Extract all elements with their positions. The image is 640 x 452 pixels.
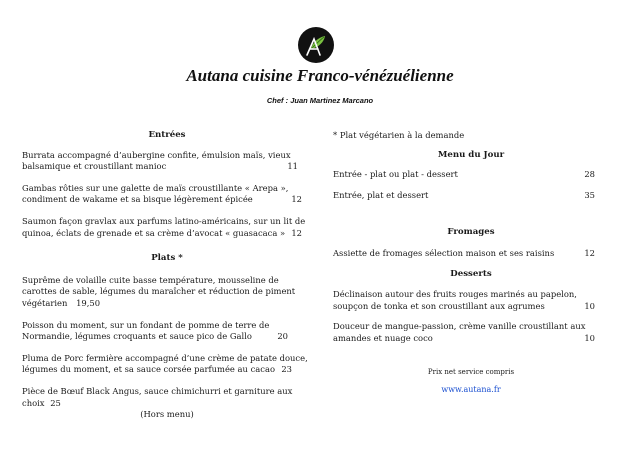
item-description: Burrata accompagné d’aubergine confite, émulsion maïs, vieux balsamique et croustillant manioc — [22, 149, 291, 172]
menu-formula-row — [333, 190, 609, 202]
item-description: Gambas rôties sur une galette de maïs croustillante « Arepa », condiment de wakame et sa bisque légèrement épicée — [22, 182, 289, 205]
item-description: Pièce de Bœuf Black Angus, sauce chimichurri et garniture aux choix — [22, 385, 293, 408]
price-footer-note: Prix net service compris — [427, 367, 515, 376]
desserts-heading: Desserts — [450, 268, 492, 279]
item-price: 12 — [291, 227, 302, 238]
left-column — [22, 130, 312, 421]
item-note: (Hors menu) — [140, 409, 194, 420]
menu-item — [22, 320, 312, 343]
menu-item — [22, 183, 312, 206]
fromages-heading: Fromages — [447, 227, 495, 238]
formula-price: 28 — [584, 169, 595, 180]
item-price: 19,50 — [76, 297, 101, 308]
right-column — [333, 130, 609, 396]
chef-name: Chef : Juan Martinez Marcano — [266, 96, 374, 105]
item-price: 10 — [584, 332, 595, 343]
formula-price: 35 — [584, 189, 595, 200]
leaf-a-logo-icon — [298, 27, 334, 63]
item-description: Pluma de Porc fermière accompagné d’une crème de patate douce, légumes du moment, et sa sauce corsée parfumée au cacao — [22, 352, 308, 375]
website-link[interactable]: www.autana.fr — [441, 385, 501, 395]
menu-du-jour-heading: Menu du Jour — [437, 149, 505, 160]
item-price: 12 — [584, 247, 595, 258]
entrees-heading: Entrées — [148, 130, 186, 140]
item-description: Poisson du moment, sur un fondant de pomme de terre de Normandie, légumes croquants et sauce pico de Gallo — [22, 319, 270, 342]
item-price: 25 — [50, 397, 61, 408]
restaurant-title: Autana cuisine Franco-vénézuélienne — [186, 66, 454, 85]
formula-label: Entrée - plat ou plat - dessert — [333, 169, 458, 180]
item-price: 23 — [281, 364, 292, 375]
menu-item — [333, 248, 609, 260]
menu-item — [22, 216, 312, 239]
menu-item — [22, 386, 312, 421]
restaurant-logo — [298, 27, 334, 63]
menu-formula-row — [333, 169, 609, 181]
menu-item — [22, 275, 312, 310]
item-price: 10 — [584, 300, 595, 311]
item-price: 12 — [291, 194, 302, 205]
item-description: Douceur de mangue-passion, crème vanille croustillant aux amandes et nuage coco — [333, 321, 586, 343]
formula-label: Entrée, plat et dessert — [333, 189, 429, 200]
item-description: Déclinaison autour des fruits rouges marinés au papelon, soupçon de tonka et son croustillant aux agrumes — [333, 289, 577, 311]
item-description: Suprême de volaille cuite basse température, mousseline de carottes de sable, légumes du maraîcher et réduction de piment végétarien — [22, 274, 296, 308]
menu-item — [333, 321, 609, 344]
item-description: Saumon façon gravlax aux parfums latino-américains, sur un lit de quinoa, éclats de grenade et sa crème d’avocat « guasacaca » — [22, 215, 306, 238]
item-price: 20 — [277, 331, 288, 342]
plats-heading: Plats * — [151, 253, 183, 264]
item-price: 11 — [287, 161, 298, 172]
menu-item — [333, 289, 609, 312]
vegetarian-note: * Plat végétarien à la demande — [333, 130, 465, 140]
item-description: Assiette de fromages sélection maison et ses raisins — [333, 247, 555, 258]
menu-item — [22, 150, 312, 173]
menu-item — [22, 353, 312, 376]
